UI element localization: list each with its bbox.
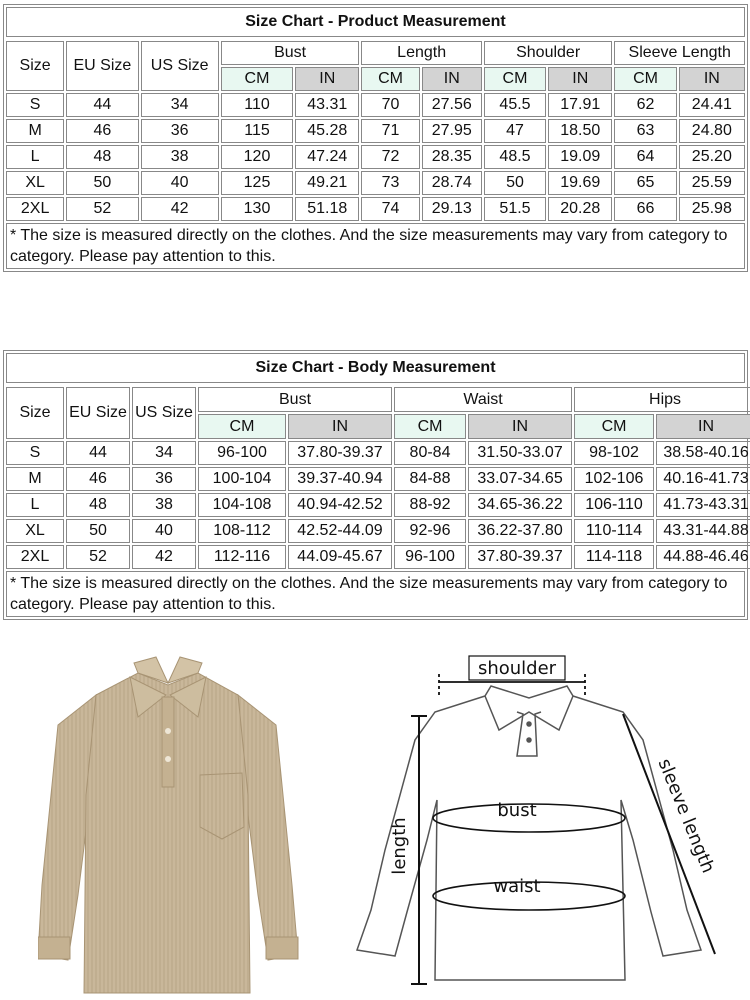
eu-size-header: EU Size: [66, 41, 138, 91]
eu-size-header: EU Size: [66, 387, 130, 439]
table-cell: 2XL: [6, 545, 64, 569]
table-cell: 31.50-33.07: [468, 441, 572, 465]
table-cell: 52: [66, 545, 130, 569]
table-cell: 48: [66, 493, 130, 517]
table-cell: 39.37-40.94: [288, 467, 392, 491]
table-cell: 50: [66, 519, 130, 543]
length-header: Length: [361, 41, 481, 65]
shoulder-header: Shoulder: [484, 41, 613, 65]
table-cell: 38.58-40.16: [656, 441, 750, 465]
table-cell: 48.5: [484, 145, 546, 169]
us-size-header: US Size: [132, 387, 196, 439]
cm-header: CM: [614, 67, 676, 91]
table-cell: XL: [6, 171, 64, 195]
table-cell: 100-104: [198, 467, 286, 491]
table-cell: 64: [614, 145, 676, 169]
table-cell: 43.31: [295, 93, 359, 117]
body-chart-note: * The size is measured directly on the clothes. And the size measurements may vary from category to category. Please pay attention to this.: [6, 571, 745, 617]
table-cell: 66: [614, 197, 676, 221]
table-cell: 24.41: [679, 93, 745, 117]
table-cell: 104-108: [198, 493, 286, 517]
table-cell: L: [6, 145, 64, 169]
cm-header: CM: [361, 67, 419, 91]
cm-header: CM: [394, 414, 466, 439]
table-cell: 106-110: [574, 493, 654, 517]
table-cell: S: [6, 441, 64, 465]
in-header: IN: [679, 67, 745, 91]
table-cell: 28.35: [422, 145, 482, 169]
table-cell: 47: [484, 119, 546, 143]
size-header: Size: [6, 387, 64, 439]
table-cell: 45.5: [484, 93, 546, 117]
table-cell: 92-96: [394, 519, 466, 543]
table-cell: 84-88: [394, 467, 466, 491]
table-cell: M: [6, 119, 64, 143]
table-cell: 25.59: [679, 171, 745, 195]
table-cell: 130: [221, 197, 293, 221]
table-cell: 102-106: [574, 467, 654, 491]
table-cell: 96-100: [198, 441, 286, 465]
cm-header: CM: [484, 67, 546, 91]
table-cell: 19.69: [548, 171, 612, 195]
measurement-diagram: [335, 650, 747, 995]
table-cell: 34: [141, 93, 219, 117]
table-cell: 18.50: [548, 119, 612, 143]
table-cell: 44.88-46.46: [656, 545, 750, 569]
cm-header: CM: [198, 414, 286, 439]
table-cell: S: [6, 93, 64, 117]
product-size-table: [4, 39, 747, 223]
table-cell: 2XL: [6, 197, 64, 221]
waist-label: waist: [493, 876, 541, 897]
bust-header: Bust: [221, 41, 360, 65]
table-cell: 88-92: [394, 493, 466, 517]
table-cell: 74: [361, 197, 419, 221]
table-cell: 36: [141, 119, 219, 143]
table-cell: 72: [361, 145, 419, 169]
table-cell: 110: [221, 93, 293, 117]
table-cell: 125: [221, 171, 293, 195]
table-cell: 40: [141, 171, 219, 195]
table-cell: 25.20: [679, 145, 745, 169]
table-row: [6, 493, 750, 517]
table-cell: 98-102: [574, 441, 654, 465]
table-cell: 36.22-37.80: [468, 519, 572, 543]
table-row: [6, 545, 750, 569]
shirt-product-photo: [38, 655, 300, 995]
table-cell: L: [6, 493, 64, 517]
table-cell: 27.56: [422, 93, 482, 117]
us-size-header: US Size: [141, 41, 219, 91]
table-cell: 37.80-39.37: [468, 545, 572, 569]
table-cell: 52: [66, 197, 138, 221]
table-cell: 96-100: [394, 545, 466, 569]
cm-header: CM: [574, 414, 654, 439]
product-chart-note: * The size is measured directly on the clothes. And the size measurements may vary from category to category. Please pay attention to this.: [6, 223, 745, 269]
in-header: IN: [295, 67, 359, 91]
table-row: [6, 519, 750, 543]
in-header: IN: [656, 414, 750, 439]
bust-header: Bust: [198, 387, 392, 412]
table-cell: 65: [614, 171, 676, 195]
table-cell: 27.95: [422, 119, 482, 143]
table-cell: 28.74: [422, 171, 482, 195]
table-row: [6, 145, 745, 169]
table-cell: 40.16-41.73: [656, 467, 750, 491]
table-cell: 38: [141, 145, 219, 169]
table-cell: 50: [66, 171, 138, 195]
table-cell: 46: [66, 119, 138, 143]
table-cell: 50: [484, 171, 546, 195]
sleeve-length-label: sleeve length: [653, 755, 719, 877]
table-cell: 25.98: [679, 197, 745, 221]
table-cell: 47.24: [295, 145, 359, 169]
table-cell: 63: [614, 119, 676, 143]
sleeve-length-header: Sleeve Length: [614, 41, 745, 65]
product-chart-title: Size Chart - Product Measurement: [6, 7, 745, 37]
table-cell: 34.65-36.22: [468, 493, 572, 517]
table-cell: 45.28: [295, 119, 359, 143]
body-chart-title: Size Chart - Body Measurement: [6, 353, 745, 383]
table-cell: 43.31-44.88: [656, 519, 750, 543]
table-cell: 120: [221, 145, 293, 169]
table-cell: 46: [66, 467, 130, 491]
table-cell: M: [6, 467, 64, 491]
in-header: IN: [288, 414, 392, 439]
table-cell: 80-84: [394, 441, 466, 465]
table-cell: 29.13: [422, 197, 482, 221]
table-cell: 114-118: [574, 545, 654, 569]
table-cell: 44: [66, 441, 130, 465]
table-cell: 38: [132, 493, 196, 517]
product-size-chart: [3, 4, 748, 272]
table-cell: 37.80-39.37: [288, 441, 392, 465]
table-cell: 34: [132, 441, 196, 465]
body-size-chart: [3, 350, 748, 620]
table-cell: 19.09: [548, 145, 612, 169]
table-cell: 49.21: [295, 171, 359, 195]
table-row: [6, 93, 745, 117]
table-cell: 73: [361, 171, 419, 195]
table-cell: 44: [66, 93, 138, 117]
table-cell: 33.07-34.65: [468, 467, 572, 491]
table-cell: 108-112: [198, 519, 286, 543]
table-row: [6, 197, 745, 221]
table-cell: XL: [6, 519, 64, 543]
table-cell: 40.94-42.52: [288, 493, 392, 517]
table-cell: 44.09-45.67: [288, 545, 392, 569]
bust-label: bust: [497, 800, 537, 821]
table-cell: 110-114: [574, 519, 654, 543]
table-cell: 36: [132, 467, 196, 491]
table-cell: 71: [361, 119, 419, 143]
in-header: IN: [422, 67, 482, 91]
table-cell: 20.28: [548, 197, 612, 221]
body-size-table: [4, 385, 750, 571]
table-cell: 42.52-44.09: [288, 519, 392, 543]
shoulder-label: shoulder: [477, 658, 557, 679]
size-header: Size: [6, 41, 64, 91]
table-cell: 42: [141, 197, 219, 221]
in-header: IN: [548, 67, 612, 91]
table-row: [6, 441, 750, 465]
table-cell: 51.5: [484, 197, 546, 221]
table-row: [6, 171, 745, 195]
table-cell: 62: [614, 93, 676, 117]
table-cell: 70: [361, 93, 419, 117]
table-cell: 41.73-43.31: [656, 493, 750, 517]
table-cell: 112-116: [198, 545, 286, 569]
table-cell: 17.91: [548, 93, 612, 117]
table-cell: 115: [221, 119, 293, 143]
cm-header: CM: [221, 67, 293, 91]
table-cell: 40: [132, 519, 196, 543]
waist-header: Waist: [394, 387, 572, 412]
length-label: length: [389, 817, 410, 875]
table-cell: 51.18: [295, 197, 359, 221]
hips-header: Hips: [574, 387, 750, 412]
table-row: [6, 467, 750, 491]
table-cell: 24.80: [679, 119, 745, 143]
table-cell: 48: [66, 145, 138, 169]
table-cell: 42: [132, 545, 196, 569]
in-header: IN: [468, 414, 572, 439]
table-row: [6, 119, 745, 143]
